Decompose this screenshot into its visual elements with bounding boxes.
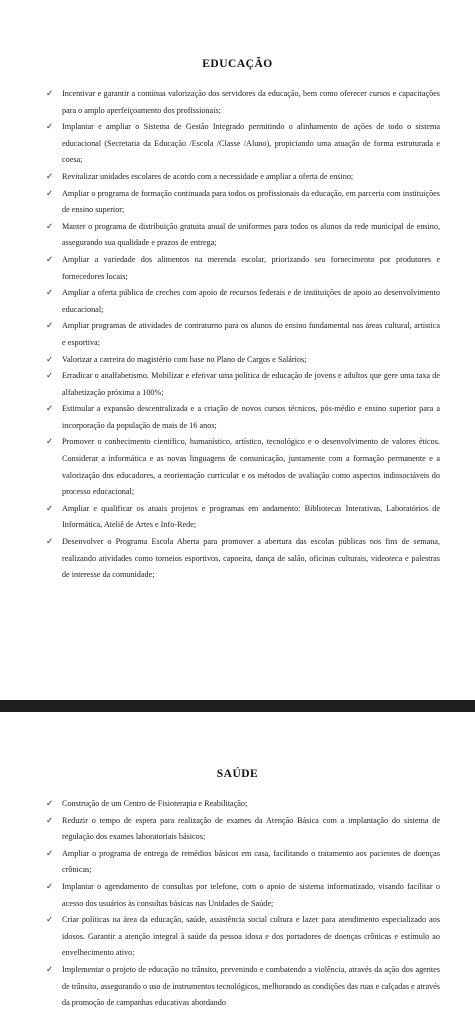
list-item-text: Ampliar a oferta pública de creches com apoio de recursos federais e de instituições de apoio ao desenvolvimento educacional; (62, 288, 440, 314)
list-item (46, 318, 440, 351)
list-item (46, 219, 440, 252)
list-item-text: Construção de um Centro de Fisioterapia e Reabilitação; (62, 799, 248, 808)
list-item (46, 846, 440, 879)
list-item-text: Manter o programa de distribuição gratuita anual de uniformes para todos os alunos da rede municipal de ensino, assegurando sua qualidade e prazos de entrega; (62, 221, 440, 248)
list-item-text: Ampliar o programa de entrega de remédios básicos em casa, facilitando o tratamento aos pacientes de doenças crônicas; (62, 848, 440, 875)
list-item (46, 434, 440, 500)
list-item-text: Implantar o agendamento de consultas por telefone, com o apoio de sistema informatizado, visando facilitar o acesso dos usuários às consultas básicas nas Unidades de Saúde; (62, 881, 440, 908)
check-icon: ✓ (46, 122, 54, 133)
section-title-educacao: EDUCAÇÃO (202, 58, 273, 70)
list-item-text: Erradicar o analfabetismo. Mobilizar e efetivar uma política de educação de jovens e adultos que gere uma taxa de alfabetização próxima a 100%; (62, 371, 440, 397)
check-icon: ✓ (46, 815, 54, 826)
list-item-text: Ampliar e qualificar os atuais projetos e programas em andamento: Bibliotecas Interativas, Laboratórios de Informática, Ateliê de Artes e Info-Rede; (62, 503, 440, 530)
check-icon: ✓ (46, 915, 54, 926)
list-item (46, 879, 440, 912)
check-icon: ✓ (46, 503, 54, 514)
list-item-text: Ampliar o programa de formação continuada para todos os profissionais da educação, em parceria com instituições de ensino superior; (62, 188, 440, 215)
list-item (46, 401, 440, 434)
list-item-text: Ampliar programas de atividades de contraturno para os alunos do ensino fundamental nas áreas cultural, artística e esportiva; (62, 321, 440, 347)
check-icon: ✓ (46, 89, 54, 99)
list-item-text: Ampliar a variedade dos alimentos na merenda escolar, priorizando seu fornecimento por produtores e fornecedores locais; (62, 254, 440, 281)
list-item-text: Valorizar a carreira do magistério com base no Plano de Cargos e Salários; (62, 354, 307, 364)
check-icon: ✓ (46, 437, 54, 448)
list-item (46, 252, 440, 285)
list-item (46, 86, 440, 119)
check-icon: ✓ (46, 288, 54, 299)
list-item (46, 352, 440, 369)
check-icon: ✓ (46, 799, 54, 809)
list-item (46, 962, 440, 1012)
list-item-text: Estimular a expansão descentralizada e a criação de novos cursos técnicos, pós-médio e ensino superior para a incorporação da população de mais de 16 anos; (62, 404, 440, 430)
check-icon: ✓ (46, 254, 54, 265)
list-item-text: Implantar e ampliar o Sistema de Gestão Integrado permitindo o alinhamento de ações de todo o sistema educacional (Secretaria da Educação /Escola /Classe /Aluno), propiciando uma atuação de forma estruturada e coesa; (62, 122, 440, 165)
list-item (46, 119, 440, 169)
list-item-text: Incentivar e garantir a contínua valorização dos servidores da educação, bem como oferecer cursos e capacitações para o amplo aperfeiçoamento dos profissionais; (62, 89, 440, 115)
section-title-saude: SAÚDE (216, 768, 259, 780)
list-item-text: Desenvolver o Programa Escola Aberta para promover a abertura das escolas públicas nos fins de semana, realizando atividades como torneios esportivos, capoeira, dança de salão, oficinas culturais, videoteca e palestras de interesse da comunidade; (62, 537, 440, 580)
list-item (46, 501, 440, 534)
list-item-text: Implementar o projeto de educação no trânsito, prevenindo e combatendo a violência, através da ação dos agentes de trânsito, assegurando o uso de instrumentos tecnológicos, melhorando as condições das ruas e calçadas e através da promoção de campanhas educativas abordando (62, 964, 440, 1008)
list-item (46, 813, 440, 846)
educacao-list (46, 86, 440, 584)
list-item (46, 186, 440, 219)
saude-list (46, 796, 440, 1012)
list-item (46, 169, 440, 186)
list-item-text: Reduzir o tempo de espera para realização de exames da Atenção Básica com a implantação do sistema de regulação dos exames laboratoriais básicos; (62, 815, 440, 842)
list-item (46, 796, 440, 813)
list-item (46, 534, 440, 584)
check-icon: ✓ (46, 321, 54, 332)
list-item (46, 368, 440, 401)
check-icon: ✓ (46, 537, 54, 548)
list-item-text: Promover o conhecimento científico, humanístico, artístico, tecnológico e o desenvolvimento de valores éticos. Considerar a informática e as novas linguagens de comunicação, juntamente com a formação permanente e a valorização dos educadores, a reorientação curricular e os métodos de avaliação como aspectos indissociáveis do processo educacional; (62, 437, 440, 497)
check-icon: ✓ (46, 188, 54, 199)
list-item-text: Revitalizar unidades escolares de acordo com a necessidade e ampliar a oferta de ensino; (62, 171, 354, 181)
check-icon: ✓ (46, 881, 54, 892)
list-item (46, 285, 440, 318)
list-item (46, 912, 440, 962)
check-icon: ✓ (46, 371, 54, 382)
page-saude (0, 712, 475, 1024)
check-icon: ✓ (46, 171, 54, 182)
check-icon: ✓ (46, 221, 54, 232)
list-item-text: Criar políticas na área da educação, saúde, assistência social cultura e lazer para atendimento especializado aos idosos. Garantir a atenção integral à saúde da pessoa idosa e dos portadores de doenças crônicas e estímulo ao envelhecimento ativo; (62, 915, 440, 958)
check-icon: ✓ (46, 404, 54, 415)
page-separator (0, 700, 475, 712)
check-icon: ✓ (46, 354, 54, 365)
check-icon: ✓ (46, 848, 54, 859)
check-icon: ✓ (46, 964, 54, 975)
